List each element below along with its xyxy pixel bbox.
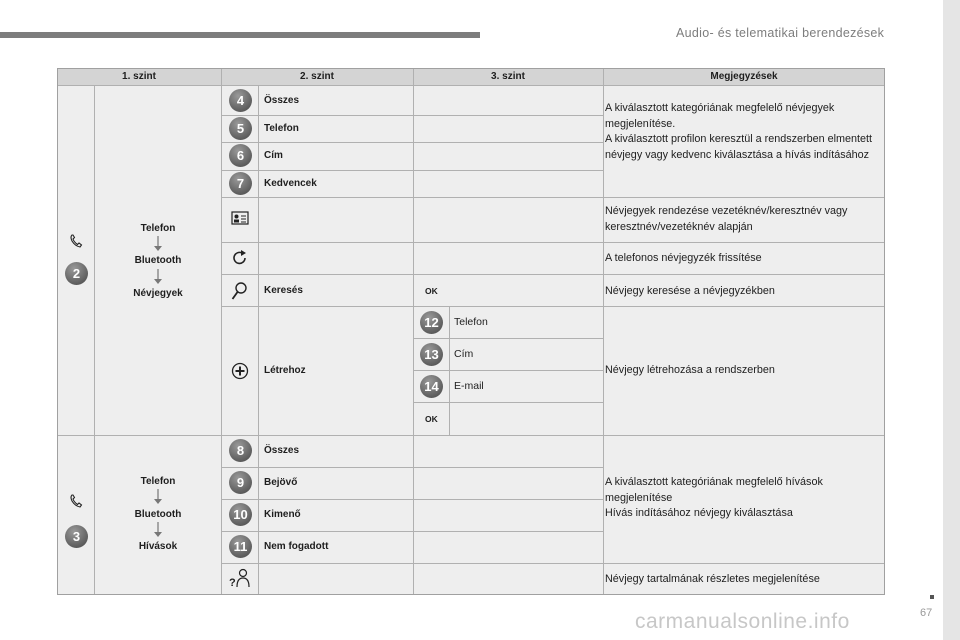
note-line: Hívás indításához névjegy kiválasztása [605, 507, 793, 519]
item-badge [229, 117, 252, 140]
svg-text:?: ? [229, 577, 236, 589]
menu-path-step: Névjegyek [133, 288, 183, 299]
arrow-down-icon [153, 522, 163, 538]
add-circle-icon [231, 362, 249, 380]
watermark: carmanualsonline.info [635, 610, 850, 633]
item-badge [229, 535, 252, 558]
note-line: A kiválasztott kategóriának megfelelő névjegyek megjelenítése. [605, 102, 835, 130]
ok-button-label: OK [425, 286, 438, 296]
menu-path-step: Bluetooth [134, 255, 182, 266]
badge-number: 13 [424, 347, 439, 362]
item-badge [229, 144, 252, 167]
menu-item-label: Cím [264, 150, 283, 161]
badge-number: 12 [424, 315, 439, 330]
menu-item-label: Összes [264, 95, 300, 106]
item-badge [420, 375, 443, 398]
level-badge [65, 262, 88, 285]
badge-number: 7 [236, 176, 245, 191]
menu-item-label: Létrehoz [264, 365, 306, 376]
badge-number: 10 [233, 507, 248, 522]
note-line: A kiválasztott kategóriának megfelelő hívások megjelenítése [605, 476, 823, 504]
phone-icon [69, 234, 83, 248]
search-icon [231, 281, 249, 301]
page-number: 67 [920, 607, 933, 619]
phone-icon [69, 494, 83, 508]
item-badge [229, 89, 252, 112]
menu-item-label: Kedvencek [264, 178, 317, 189]
menu-item-label: Keresés [264, 285, 303, 296]
menu-item-label: Bejövő [264, 477, 298, 488]
page-edge-strip [943, 0, 960, 640]
item-badge [420, 311, 443, 334]
badge-number: 11 [233, 539, 248, 554]
note-line: A kiválasztott profilon keresztül a rendszerben elmentett névjegy vagy kedvenc kiválasztása a hívás indításához [605, 133, 873, 161]
item-badge [420, 343, 443, 366]
contact-card-icon [231, 211, 249, 225]
item-badge [229, 172, 252, 195]
page-marker [930, 595, 934, 599]
note-create: Névjegy létrehozása a rendszerben [605, 364, 775, 376]
refresh-icon [231, 249, 249, 267]
menu-item-label: Kimenő [264, 509, 301, 520]
level-badge [65, 525, 88, 548]
menu-path-step: Telefon [140, 476, 176, 487]
menu-table [57, 68, 885, 595]
badge-number: 14 [424, 379, 439, 394]
column-header-level1: 1. szint [57, 68, 221, 85]
arrow-down-icon [153, 269, 163, 285]
note-contacts-category [605, 101, 877, 163]
badge-number: 3 [72, 529, 81, 544]
menu-item-label: Összes [264, 445, 300, 456]
menu-path-step: Telefon [140, 223, 176, 234]
column-header-level2: 2. szint [221, 68, 413, 85]
badge-number: 9 [236, 475, 245, 490]
note-search: Névjegy keresése a névjegyzékben [605, 285, 775, 297]
column-header-notes: Megjegyzések [603, 68, 885, 85]
field-label: Cím [454, 348, 474, 360]
column-header-level3: 3. szint [413, 68, 603, 85]
menu-path-step: Hívások [138, 541, 178, 552]
ok-button-label: OK [425, 414, 438, 424]
menu-item-label: Telefon [264, 123, 299, 134]
menu-item-label: Nem fogadott [264, 541, 329, 552]
item-badge [229, 471, 252, 494]
arrow-down-icon [153, 236, 163, 252]
note-refresh: A telefonos névjegyzék frissítése [605, 252, 762, 264]
note-details: Névjegy tartalmának részletes megjelenítése [605, 573, 820, 585]
note-sort: Névjegyek rendezése vezetéknév/keresztnév vagy keresztnév/vezetéknév alapján [605, 205, 848, 233]
page-header-title: Audio- és telematikai berendezések [676, 26, 885, 40]
arrow-down-icon [153, 489, 163, 505]
note-calls-category [605, 475, 877, 522]
field-label: E-mail [454, 380, 484, 392]
menu-path-step: Bluetooth [134, 509, 182, 520]
header-rule [0, 32, 480, 38]
badge-number: 2 [72, 266, 81, 281]
badge-number: 5 [236, 121, 245, 136]
badge-number: 6 [236, 148, 245, 163]
item-badge [229, 503, 252, 526]
badge-number: 4 [236, 93, 245, 108]
badge-number: 8 [236, 443, 245, 458]
field-label: Telefon [454, 316, 488, 328]
contact-question-icon [229, 567, 251, 589]
item-badge [229, 439, 252, 462]
